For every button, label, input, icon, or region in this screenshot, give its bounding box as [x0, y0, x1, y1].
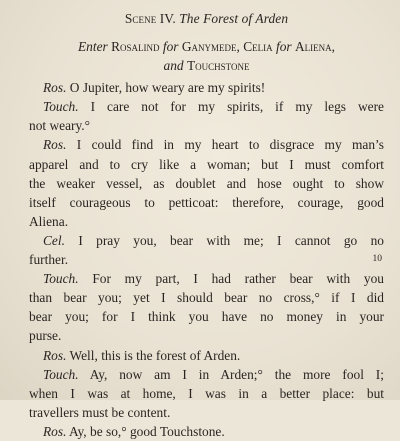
stage-direction: [29, 37, 384, 75]
speaker-name: Ros.: [43, 347, 67, 363]
dialogue: [29, 78, 384, 441]
scene-location: The Forest of Arden: [179, 11, 289, 26]
stage-direction-segment: ,: [331, 39, 336, 54]
speech: [29, 135, 384, 230]
speech: [29, 231, 384, 269]
speech-text: not weary.°: [29, 118, 91, 134]
speaker-name: Touch.: [43, 271, 79, 287]
speaker-name: Touch.: [43, 366, 79, 382]
speech-line: [29, 155, 384, 174]
speech-text: when I was at home, I was in a better place: but: [29, 385, 384, 401]
stage-direction-segment: Rosalind: [111, 39, 160, 54]
stage-direction-segment: Aliena: [294, 39, 332, 54]
stage-direction-segment: Ganymede: [181, 39, 237, 54]
speech-line: [29, 193, 384, 212]
line-number: 10: [372, 254, 382, 265]
speech-line: [29, 97, 384, 116]
speech-line: [29, 78, 384, 97]
speech: [29, 422, 384, 441]
speech-text: purse.: [29, 328, 62, 344]
speech-line: [29, 346, 384, 365]
speech: [29, 269, 384, 345]
speaker-name: Ros.: [43, 137, 67, 153]
scene-number: Scene IV.: [124, 11, 176, 26]
stage-direction-segment: for: [272, 39, 295, 54]
speech-text: I could find in my heart to disgrace my man’s: [76, 137, 384, 153]
stage-direction-segment: ,: [236, 39, 244, 54]
speech-text: Ay, now am I in Arden;° the more fool I;: [89, 366, 384, 382]
speech-line: [29, 307, 384, 326]
speech-text: For my part, I had rather bear with you: [92, 271, 384, 287]
speech-line: [29, 250, 384, 269]
stage-direction-segment: Enter: [77, 39, 112, 54]
speech-line: [29, 231, 384, 250]
speaker-name: Ros.: [43, 423, 67, 439]
speech-line: [29, 288, 384, 307]
speech: [29, 78, 384, 97]
stage-direction-segment: Touchstone: [186, 58, 250, 74]
speech-text: further.: [29, 252, 69, 268]
scene-heading: [29, 9, 384, 30]
speech-text: Ay, be so,° good Touchstone.: [69, 423, 225, 439]
speaker-name: Ros.: [43, 80, 67, 96]
play-text: [29, 9, 384, 441]
speech-line: [29, 135, 384, 154]
speech-line: [29, 403, 384, 422]
speech-text: itself courageous to petticoat: therefore, courage, good: [29, 194, 384, 210]
stage-direction-line: [29, 37, 384, 56]
stage-direction-line: [29, 56, 384, 75]
speech-line: [29, 384, 384, 403]
speaker-name: Touch.: [43, 99, 79, 115]
speech: [29, 346, 384, 365]
speech-text: I pray you, bear with me; I cannot go no: [78, 232, 384, 248]
stage-direction-segment: and: [163, 58, 187, 74]
speech-text: the weaker vessel, as doublet and hose ought to show: [29, 175, 384, 191]
speech-text: than bear you; yet I should bear no cross,° if I did: [29, 290, 384, 306]
speech-text: travellers must be content.: [29, 404, 171, 420]
speaker-name: Cel.: [43, 232, 65, 248]
speech-line: [29, 422, 384, 441]
speech-text: Well, this is the forest of Arden.: [69, 347, 241, 363]
speech-line: [29, 365, 384, 384]
speech-line: [29, 269, 384, 288]
speech-line: [29, 116, 384, 135]
speech-text: apparel and to cry like a woman; but I must comfort: [29, 156, 384, 172]
speech-text: bear you; for I think you have no money in your: [29, 309, 384, 325]
speech: [29, 97, 384, 135]
speech-line: [29, 174, 384, 193]
stage-direction-segment: Celia: [243, 39, 273, 54]
stage-direction-segment: for: [159, 39, 182, 54]
speech-line: [29, 326, 384, 345]
speech-text: I care not for my spirits, if my legs were: [90, 99, 384, 115]
speech-text: O Jupiter, how weary are my spirits!: [69, 80, 266, 96]
speech: [29, 365, 384, 422]
speech-line: [29, 212, 384, 231]
speech-text: Aliena.: [29, 213, 69, 229]
